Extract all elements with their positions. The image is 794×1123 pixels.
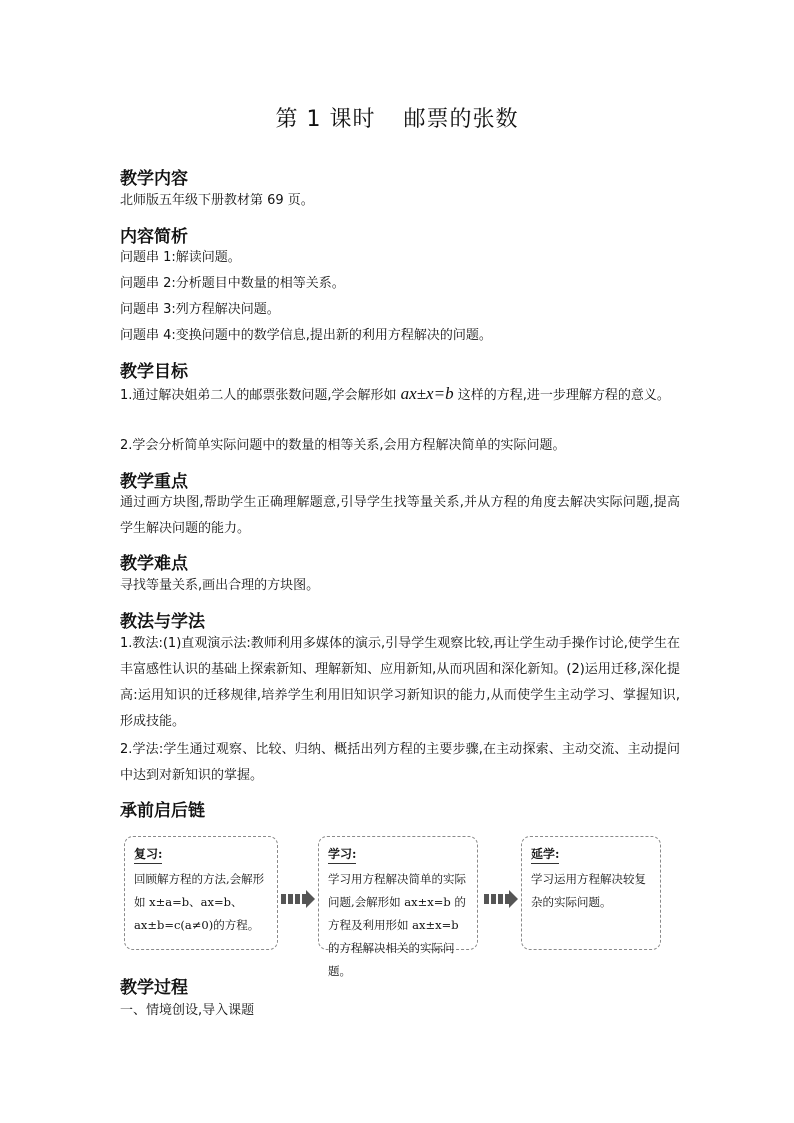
heading-chain: 承前启后链 xyxy=(120,801,205,821)
chain-box-review xyxy=(124,836,278,950)
goal-2: 2.学会分析简单实际问题中的数量的相等关系,会用方程解决简单的实际问题。 xyxy=(120,438,566,453)
chain-box-learn-title: 学习: xyxy=(328,845,356,864)
chain-box-extend-body: 学习运用方程解决较复杂的实际问题。 xyxy=(531,872,646,909)
key-points-text: 通过画方块图,帮助学生正确理解题意,引导学生找等量关系,并从方程的角度去解决实际问题,提高学生解决问题的能力。 xyxy=(120,495,680,536)
goal-1-text-a: 1.通过解决姐弟二人的邮票张数问题,学会解形如 xyxy=(120,388,401,403)
title-topic: 邮票的张数 xyxy=(403,107,519,132)
analysis-item-2: 问题串 2:分析题目中数量的相等关系。 xyxy=(120,276,345,291)
title-lesson: 第 1 课时 xyxy=(275,107,376,132)
heading-difficulty: 教学难点 xyxy=(120,554,188,574)
goal-1-formula: ax±x=b xyxy=(400,384,454,403)
methods-learning: 2.学法:学生通过观察、比较、归纳、概括出列方程的主要步骤,在主动探索、主动交流、主动提问中达到对新知识的掌握。 xyxy=(120,742,680,783)
analysis-item-1: 问题串 1:解读问题。 xyxy=(120,250,241,265)
difficulty-text: 寻找等量关系,画出合理的方块图。 xyxy=(120,578,320,593)
heading-process: 教学过程 xyxy=(120,978,188,998)
chain-box-learn-body: 学习用方程解决简单的实际问题,会解形如 ax±x=b 的方程及利用形如 ax±x=b 的方程解决相关的实际问题。 xyxy=(328,872,466,978)
analysis-item-3: 问题串 3:列方程解决问题。 xyxy=(120,302,280,317)
heading-analysis: 内容简析 xyxy=(120,227,188,247)
methods-teaching: 1.教法:(1)直观演示法:教师利用多媒体的演示,引导学生观察比较,再让学生动手操作讨论,使学生在丰富感性认识的基础上探索新知、理解新知、应用新知,从而巩固和深化新知。(2)运用迁移,深化提高:运用知识的迁移规律,培养学生利用旧知识学习新知识的能力,从而使学生主动学习、掌握知识,形成技能。 xyxy=(120,636,680,729)
heading-goals: 教学目标 xyxy=(120,362,188,382)
chain-box-extend-title: 延学: xyxy=(531,845,559,864)
goal-1-text-b: 这样的方程,进一步理解方程的意义。 xyxy=(453,388,670,403)
chain-box-learn xyxy=(318,836,478,978)
chain-box-review-title: 复习: xyxy=(134,845,162,864)
heading-key-points: 教学重点 xyxy=(120,472,188,492)
heading-methods: 教法与学法 xyxy=(120,612,205,632)
process-step-1: 一、情境创设,导入课题 xyxy=(120,1003,255,1018)
chain-box-review-body: 回顾解方程的方法,会解形如 x±a=b、ax=b、ax±b=c(a≠0)的方程。 xyxy=(134,872,265,932)
chain-arrow-icon xyxy=(484,889,518,909)
page-title xyxy=(0,102,794,133)
analysis-item-4: 问题串 4:变换问题中的数学信息,提出新的利用方程解决的问题。 xyxy=(120,328,492,343)
goal-1 xyxy=(120,381,680,409)
heading-content: 教学内容 xyxy=(120,169,188,189)
chain-arrow-icon xyxy=(281,889,315,909)
content-text: 北师版五年级下册教材第 69 页。 xyxy=(120,193,314,208)
chain-box-extend xyxy=(521,836,661,950)
